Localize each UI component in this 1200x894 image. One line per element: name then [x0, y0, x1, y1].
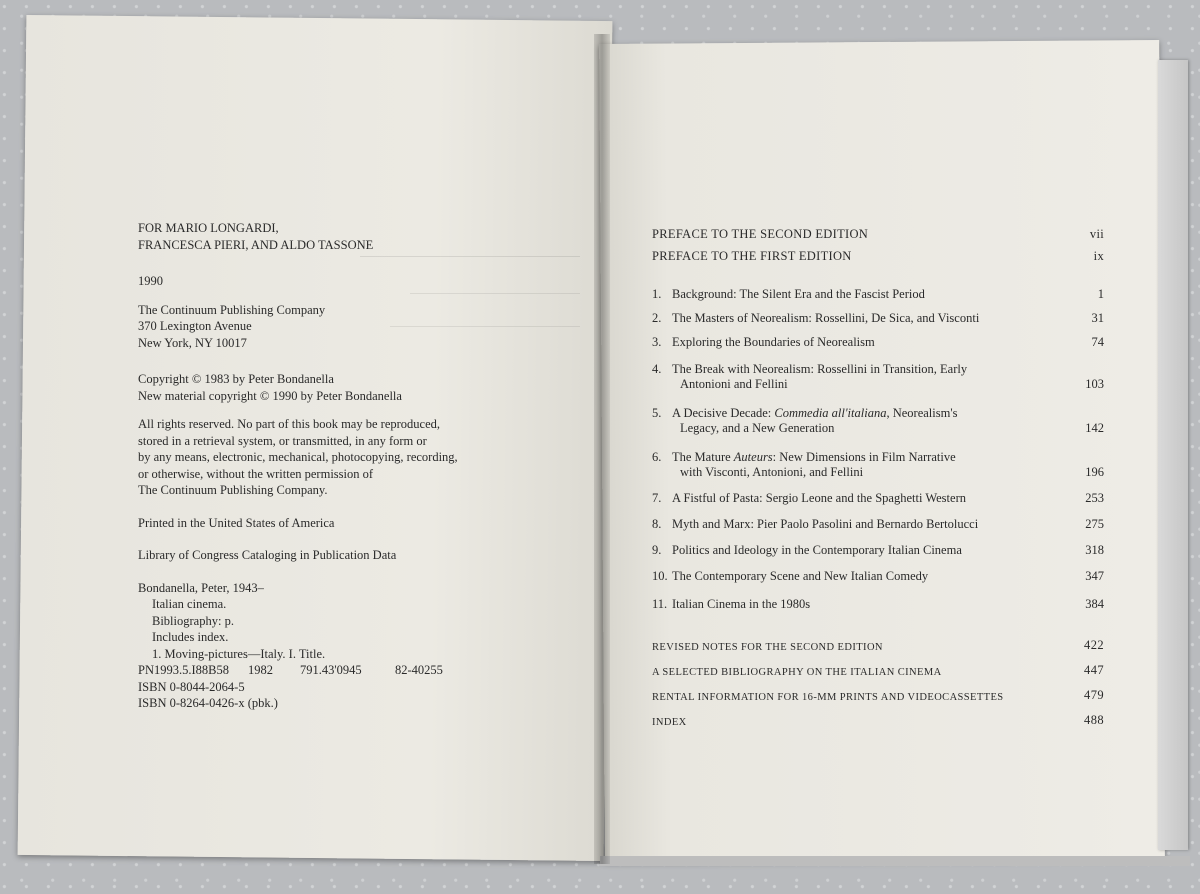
- toc-page-number: ix: [1093, 249, 1104, 263]
- bottom-edge: [600, 856, 1190, 866]
- chapter-number: 5.: [652, 406, 662, 420]
- toc-front-entry: [652, 220, 1104, 242]
- toc-page-number: 31: [1091, 311, 1104, 325]
- toc-entry-title: RENTAL INFORMATION FOR 16-MM PRINTS AND VIDEOCASSETTES: [652, 692, 1004, 703]
- toc-front-entry: [652, 242, 1104, 264]
- cip-record: [138, 580, 558, 712]
- chapter-number: 11.: [652, 597, 668, 611]
- chapter-number: 8.: [652, 517, 662, 531]
- chapter-title: Italian Cinema in the 1980s: [672, 597, 811, 611]
- year: 1990: [138, 274, 163, 288]
- toc-entry-title: A SELECTED BIBLIOGRAPHY ON THE ITALIAN CINEMA: [652, 667, 942, 678]
- toc-chapter: [652, 326, 1104, 350]
- printed-notice: [138, 515, 558, 532]
- dedication: [138, 220, 558, 253]
- call-number: PN1993.5.I88B58: [138, 663, 229, 677]
- toc-entry-title: PREFACE TO THE SECOND EDITION: [652, 227, 869, 241]
- publisher-line: 370 Lexington Avenue: [138, 319, 252, 333]
- chapter-title: A Fistful of Pasta: Sergio Leone and the Spaghetti Western: [672, 491, 966, 505]
- chapter-title-cont: Legacy, and a New Generation: [680, 421, 835, 435]
- rights-line: stored in a retrieval system, or transmitted, in any form or: [138, 433, 427, 448]
- lccn: 82-40255: [395, 663, 443, 677]
- chapter-title-cont: with Visconti, Antonioni, and Fellini: [680, 465, 864, 479]
- chapter-number: 2.: [652, 311, 662, 325]
- book-gutter: [594, 34, 610, 864]
- toc-chapter: [652, 532, 1104, 558]
- toc-page-number: 384: [1085, 597, 1104, 611]
- cip-bibliography: Bibliography: p.: [152, 613, 234, 628]
- toc-page-number: 142: [1085, 421, 1104, 435]
- rights-notice: [138, 416, 558, 499]
- toc-chapter: [652, 350, 1104, 392]
- toc-back-entry: [652, 703, 1104, 728]
- chapter-title: The Contemporary Scene and New Italian Comedy: [672, 569, 929, 583]
- chapter-title: Exploring the Boundaries of Neorealism: [672, 335, 875, 349]
- toc-page-number: 196: [1085, 465, 1104, 479]
- chapter-title: The Masters of Neorealism: Rossellini, De Sica, and Visconti: [672, 311, 980, 325]
- cip-heading-line: Library of Congress Cataloging in Publication Data: [138, 548, 397, 562]
- toc-back-entry: [652, 653, 1104, 678]
- toc-page-number: 422: [1084, 638, 1104, 652]
- chapter-title: The Break with Neorealism: Rossellini in Transition, Early: [672, 362, 968, 376]
- printed-line: Printed in the United States of America: [138, 515, 335, 530]
- toc-page-number: 318: [1085, 543, 1104, 557]
- toc-chapter: [652, 558, 1104, 584]
- rights-line: All rights reserved. No part of this book may be reproduced,: [138, 417, 441, 431]
- rights-line: The Continuum Publishing Company.: [138, 483, 328, 497]
- copyright-line: Copyright © 1983 by Peter Bondanella: [138, 372, 334, 386]
- toc-chapter: [652, 584, 1104, 612]
- chapter-number: 3.: [652, 335, 662, 349]
- toc-page-number: 103: [1085, 377, 1104, 391]
- dedication-line: FRANCESCA PIERI, AND ALDO TASSONE: [138, 237, 374, 252]
- toc-page-number: 479: [1084, 688, 1104, 702]
- chapter-number: 9.: [652, 543, 662, 557]
- toc-page-number: 488: [1084, 713, 1104, 727]
- toc-page-number: 347: [1085, 569, 1104, 583]
- table-of-contents: [652, 220, 1104, 728]
- publisher-line: The Continuum Publishing Company: [138, 302, 326, 317]
- toc-chapter: [652, 436, 1104, 480]
- chapter-number: 6.: [652, 450, 662, 464]
- cip-heading: [138, 547, 558, 564]
- toc-page-number: 447: [1084, 663, 1104, 677]
- chapter-number: 1.: [652, 287, 662, 301]
- chapter-title: Background: The Silent Era and the Fascist Period: [672, 287, 925, 301]
- copyright-notice: [138, 371, 558, 404]
- cip-author: Bondanella, Peter, 1943–: [138, 580, 264, 595]
- chapter-number: 4.: [652, 362, 662, 376]
- chapter-title: Politics and Ideology in the Contemporary Italian Cinema: [672, 543, 962, 557]
- cip-index: Includes index.: [152, 630, 229, 644]
- isbn-paper: ISBN 0-8264-0426-x (pbk.): [138, 696, 278, 710]
- chapter-number: 10.: [652, 569, 668, 583]
- toc-back-entry: [652, 628, 1104, 653]
- toc-entry-title: PREFACE TO THE FIRST EDITION: [652, 249, 852, 263]
- isbn-cloth: ISBN 0-8044-2064-5: [138, 679, 245, 694]
- publisher-address: [138, 302, 558, 352]
- cip-title: Italian cinema.: [152, 597, 227, 611]
- chapter-title: Myth and Marx: Pier Paolo Pasolini and Bernardo Bertolucci: [672, 517, 979, 531]
- dewey-number: 791.43'0945: [300, 663, 362, 677]
- toc-page-number: vii: [1089, 227, 1104, 241]
- copyright-page: [138, 220, 558, 724]
- toc-back-entry: [652, 678, 1104, 703]
- toc-chapter: [652, 392, 1104, 436]
- toc-entry-title: INDEX: [652, 717, 687, 728]
- dedication-line: FOR MARIO LONGARDI,: [138, 221, 279, 235]
- page-edges: [1158, 60, 1188, 850]
- cip-classification: [138, 662, 558, 679]
- call-year: 1982: [248, 663, 273, 677]
- toc-chapter: [652, 506, 1104, 532]
- toc-chapter: [652, 302, 1104, 326]
- cip-subject: 1. Moving-pictures—Italy. I. Title.: [152, 646, 326, 661]
- rights-line: or otherwise, without the written permission of: [138, 466, 374, 481]
- chapter-title: A Decisive Decade: Commedia all'italiana, Neorealism's: [672, 406, 958, 420]
- toc-chapter: [652, 480, 1104, 506]
- chapter-title: The Mature Auteurs: New Dimensions in Film Narrative: [672, 450, 956, 464]
- edition-year: [138, 273, 558, 290]
- copyright-line: New material copyright © 1990 by Peter Bondanella: [138, 388, 402, 403]
- toc-page-number: 253: [1085, 491, 1104, 505]
- chapter-title-cont: Antonioni and Fellini: [680, 377, 788, 391]
- toc-entry-title: REVISED NOTES FOR THE SECOND EDITION: [652, 642, 883, 653]
- toc-page-number: 74: [1091, 335, 1104, 349]
- chapter-number: 7.: [652, 491, 662, 505]
- toc-page-number: 1: [1097, 287, 1104, 301]
- toc-page-number: 275: [1085, 517, 1104, 531]
- toc-chapter: [652, 278, 1104, 302]
- rights-line: by any means, electronic, mechanical, photocopying, recording,: [138, 450, 458, 464]
- publisher-line: New York, NY 10017: [138, 335, 247, 350]
